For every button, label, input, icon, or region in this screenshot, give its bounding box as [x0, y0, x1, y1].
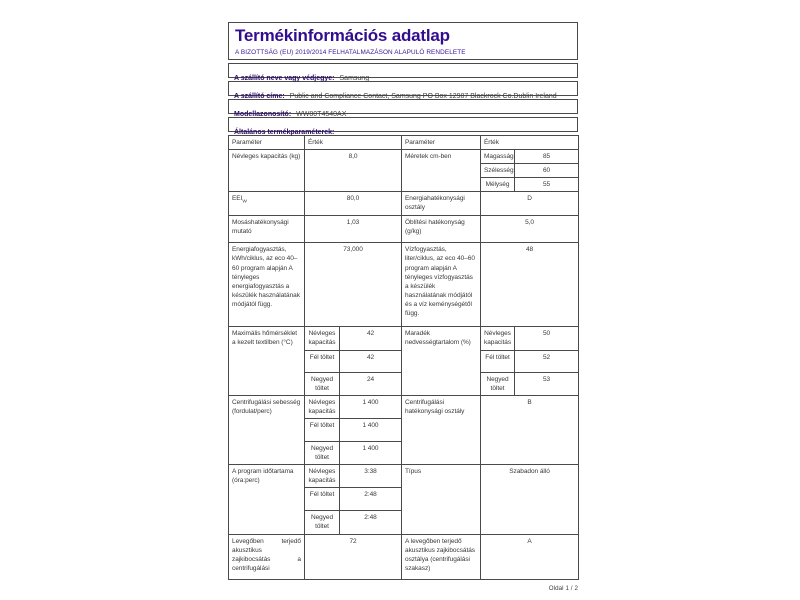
cell-spin-class-param: Centrifugálási hatékonysági osztály: [402, 395, 481, 464]
model-id-value: WW80T4540AX: [296, 111, 347, 118]
cell-capacity-value: 8,0: [305, 150, 402, 192]
table-row: [229, 192, 579, 216]
cell-duration-rated-value: 3:38: [340, 465, 402, 488]
cell-eei-value: 80,0: [305, 192, 402, 216]
cell-spin-rated-label: Névleges kapacitás: [305, 395, 340, 418]
cell-temp-rated-value: 42: [340, 327, 402, 350]
cell-noise-class-param: A levegőben terjedő akusztikus zajkibocsátás osztálya (centrifugálási szakasz): [402, 534, 481, 579]
cell-spin-param: Centrifugálási sebesség (fordulat/perc): [229, 395, 305, 464]
cell-temp-quarter-value: 24: [340, 372, 402, 395]
eei-text: EEI: [232, 195, 243, 203]
header-value-right: Érték: [481, 136, 579, 150]
table-row: [229, 243, 579, 327]
table-row: [229, 395, 579, 418]
header-param-right: Paraméter: [402, 136, 481, 150]
cell-duration-rated-label: Névleges kapacitás: [305, 465, 340, 488]
cell-spin-quarter-label: Negyed töltet: [305, 441, 340, 464]
header-param-left: Paraméter: [229, 136, 305, 150]
table-row: [229, 216, 579, 243]
cell-water-consumption-param: Vízfogyasztás, liter/ciklus, az eco 40–60 program alapján A tényleges vízfogyasztás a készülék használatának módjától és a víz keménységétől függ.: [402, 243, 481, 327]
table-row: [229, 150, 579, 164]
cell-dim-height-value: 85: [515, 150, 579, 164]
section-heading-row: [228, 117, 578, 136]
cell-energy-consumption-param: Energiafogyasztás, kWh/ciklus, az eco 40–60 program alapján A tényleges energiafogyasztás a készülék használatának módjától függ.: [229, 243, 305, 327]
supplier-address-label: A szállító címe:: [234, 93, 285, 100]
cell-spin-half-label: Fél töltet: [305, 418, 340, 441]
cell-energy-class-param: Energiahatékonysági osztály: [402, 192, 481, 216]
cell-dim-depth-label: Mélység: [481, 178, 515, 192]
cell-temp-rated-label: Névleges kapacitás: [305, 327, 340, 350]
table-row: [229, 465, 579, 488]
cell-spin-quarter-value: 1 400: [340, 441, 402, 464]
cell-energy-class-value: D: [481, 192, 579, 216]
cell-duration-half-value: 2:48: [340, 488, 402, 511]
supplier-name-value: Samsung: [339, 75, 370, 82]
cell-moisture-param: Maradék nedvességtartalom (%): [402, 327, 481, 395]
cell-eei-param: [229, 192, 305, 216]
regulation-subtitle: A BIZOTTSÁG (EU) 2019/2014 FELHATALMAZÁSON ALAPULÓ RENDELETE: [235, 49, 466, 57]
cell-spin-rated-value: 1 400: [340, 395, 402, 418]
cell-temp-half-value: 42: [340, 350, 402, 372]
title-section: [228, 22, 578, 60]
cell-wash-index-param: Mosáshatékonysági mutató: [229, 216, 305, 243]
cell-type-param: Típus: [402, 465, 481, 534]
model-id-row: [228, 99, 578, 118]
cell-dim-depth-value: 55: [515, 178, 579, 192]
parameters-table: [228, 135, 579, 580]
cell-noise-param: Levegőben terjedő akusztikus zajkibocsátás a centrifugálási: [229, 534, 305, 579]
cell-moisture-rated-label: Névleges kapacitás: [481, 327, 515, 350]
table-row: [229, 327, 579, 350]
cell-moisture-rated-value: 50: [515, 327, 579, 350]
cell-type-value: Szabadon álló: [481, 465, 579, 534]
cell-wash-index-value: 1,03: [305, 216, 402, 243]
model-id-label: Modellazonosító:: [234, 111, 292, 118]
eei-subscript: W: [242, 199, 247, 205]
table-header-row: [229, 136, 579, 150]
cell-moisture-quarter-value: 53: [515, 372, 579, 395]
cell-dimensions-param: Méretek cm-ben: [402, 150, 481, 192]
cell-temp-param: Maximális hőmérséklet a kezelt textilben (°C): [229, 327, 305, 395]
page-number: Oldal 1 / 2: [548, 584, 578, 592]
cell-rinse-value: 5,0: [481, 216, 579, 243]
page-title: Termékinformációs adatlap: [235, 26, 450, 45]
section-heading: Általános termékparaméterek:: [234, 129, 335, 136]
supplier-name-row: [228, 63, 578, 82]
header-value-left: Érték: [305, 136, 402, 150]
cell-duration-param: A program időtartama (óra:perc): [229, 465, 305, 534]
cell-temp-quarter-label: Negyed töltet: [305, 372, 340, 395]
cell-energy-consumption-value: 73,000: [305, 243, 402, 327]
cell-capacity-param: Névleges kapacitás (kg): [229, 150, 305, 192]
cell-dim-width-label: Szélesség: [481, 164, 515, 178]
cell-dim-width-value: 60: [515, 164, 579, 178]
cell-rinse-param: Öblítési hatékonyság (g/kg): [402, 216, 481, 243]
supplier-address-row: [228, 81, 578, 100]
cell-dim-height-label: Magasság: [481, 150, 515, 164]
datasheet-page: [228, 22, 578, 592]
cell-moisture-half-label: Fél töltet: [481, 350, 515, 372]
cell-moisture-quarter-label: Negyed töltet: [481, 372, 515, 395]
cell-temp-half-label: Fél töltet: [305, 350, 340, 372]
cell-water-consumption-value: 48: [481, 243, 579, 327]
cell-duration-quarter-label: Negyed töltet: [305, 511, 340, 534]
supplier-name-label: A szállító neve vagy védjegye:: [234, 75, 335, 82]
cell-duration-quarter-value: 2:48: [340, 511, 402, 534]
cell-spin-half-value: 1 400: [340, 418, 402, 441]
table-row: [229, 534, 579, 579]
cell-duration-half-label: Fél töltet: [305, 488, 340, 511]
cell-spin-class-value: B: [481, 395, 579, 464]
cell-noise-value: 72: [305, 534, 402, 579]
supplier-address-value: Public and Compliance Contact, Samsung PO Box 12987 Blackrock Co.Dublin Ireland: [289, 93, 557, 100]
cell-noise-class-value: A: [481, 534, 579, 579]
cell-moisture-half-value: 52: [515, 350, 579, 372]
